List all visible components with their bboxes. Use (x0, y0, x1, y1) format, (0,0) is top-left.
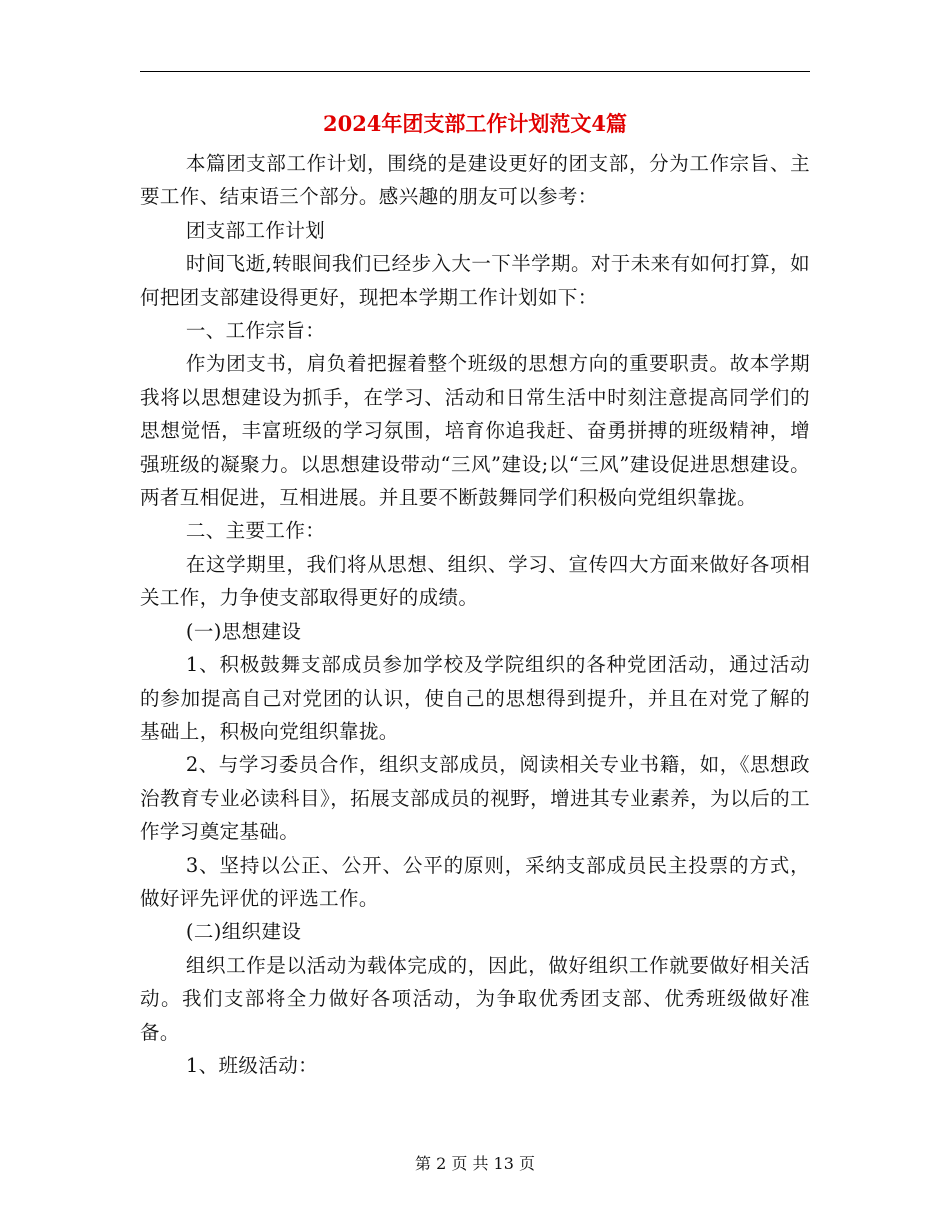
plan-heading: 团支部工作计划 (185, 218, 326, 242)
subsection-heading-organization: (二)组织建设 (185, 920, 302, 944)
organization-paragraph: 组织工作是以活动为载体完成的，因此，做好组织工作就要做好相关活动。我们支部将全力做好各项活动，为争取优秀团支部、优秀班级做好准备。 (140, 953, 810, 1044)
ideology-item-1: 1、积极鼓舞支部成员参加学校及学院组织的各种党团活动，通过活动的参加提高自己对党团的认识，使自己的思想得到提升，并且在对党了解的基础上，积极向党组织靠拢。 (140, 653, 810, 743)
ideology-item-3: 3、坚持以公正、公开、公平的原则，采纳支部成员民主投票的方式，做好评先评优的评选工作。 (140, 853, 810, 910)
document-body (140, 147, 810, 1082)
purpose-paragraph: 作为团支书，肩负着把握着整个班级的思想方向的重要职责。故本学期我将以思想建设为抓手，在学习、活动和日常生活中时刻注意提高同学们的思想觉悟，丰富班级的学习氛围，培育你追我赶、奋勇拼搏的班级精神，增强班级的凝聚力。以思想建设带动“三风”建设;以“三风”建设促进思想建设。两者互相促进，互相进展。并且要不断鼓舞同学们积极向党组织靠拢。 (140, 352, 810, 510)
header-rule (140, 71, 810, 72)
section-heading-main-work: 二、主要工作： (185, 519, 326, 543)
subsection-heading-ideology: (一)思想建设 (185, 619, 302, 643)
opening-paragraph: 时间飞逝,转眼间我们已经步入大一下半学期。对于未来有如何打算，如何把团支部建设得更好，现把本学期工作计划如下： (140, 252, 810, 309)
intro-paragraph: 本篇团支部工作计划，围绕的是建设更好的团支部，分为工作宗旨、主要工作、结束语三个部分。感兴趣的朋友可以参考： (140, 152, 810, 209)
page-number-footer: 第 2 页 共 13 页 (415, 1154, 535, 1173)
main-work-paragraph: 在这学期里，我们将从思想、组织、学习、宣传四大方面来做好各项相关工作，力争使支部取得更好的成绩。 (140, 552, 810, 610)
document-title: 2024年团支部工作计划范文4篇 (322, 111, 628, 136)
section-heading-purpose: 一、工作宗旨： (185, 319, 326, 343)
ideology-item-2: 2、与学习委员合作，组织支部成员，阅读相关专业书籍，如，《思想政治教育专业必读科目》，拓展支部成员的视野，增进其专业素养，为以后的工作学习奠定基础。 (140, 753, 810, 844)
organization-item-1: 1、班级活动： (185, 1053, 319, 1077)
